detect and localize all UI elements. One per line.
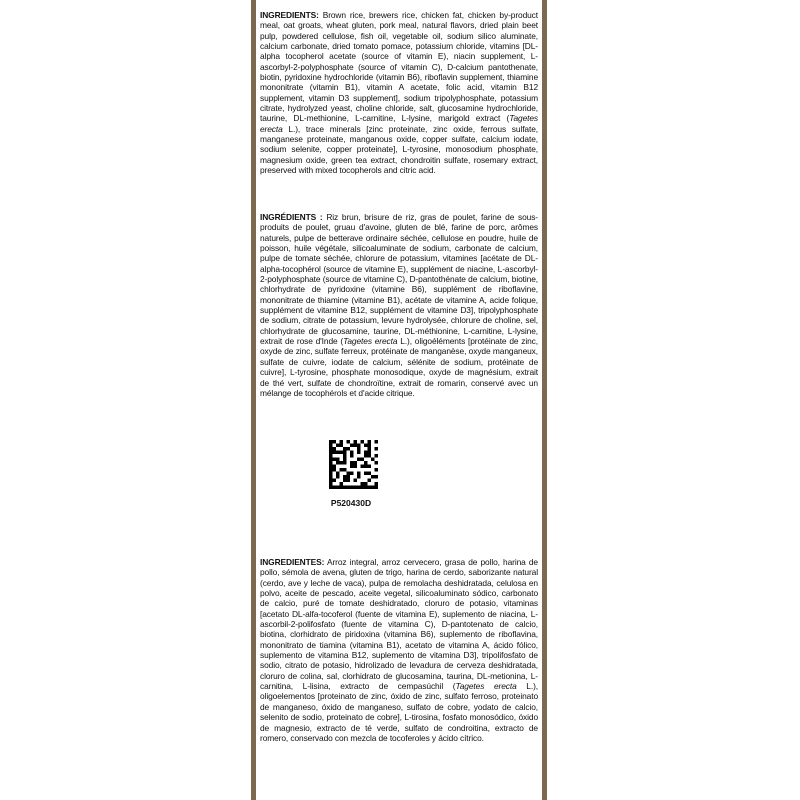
english-text-1: Brown rice, brewers rice, chicken fat, chicken by-product meal, oat groats, wheat gluten, pork meal, natural flavors, dried plain beet pulp, powdered cellulose, fish oil, vegetable oil, sodium silico aluminate, calcium carbonate, dried tomato pomace, potassium chloride, vitamins [DL-alpha tocopherol acetate (source of vitamin E), niacin supplement, L-ascorbyl-2-polyphosphate (source of vitamin C), D-calcium pantothenate, biotin, pyridoxine hydrochloride (vitamin B6), riboflavin supplement, thiamine mononitrate (vitamin B1), vitamin A acetate, folic acid, vitamin B12 supplement, vitamin D3 supplement], sodium tripolyphosphate, potassium citrate, hydrolyzed yeast, choline chloride, salt, glucosamine hydrochloride, taurine, DL-methionine, L-carnitine, L-lysine, marigold extract ( [260,10,538,124]
spanish-text-2: L.), oligoelementos [proteinato de zinc, óxido de zinc, sulfato ferroso, proteinato de manganeso, óxido de manganeso, sulfato de cobre, yodato de calcio, selenito de sodio, proteinato de cobre], L-tirosina, fosfato monosódico, óxido de magnesio, extracto de té verde, sulfato de condroitina, extracto de romero, conservado con mezcla de tocoferoles y ácido cítrico. [260,681,539,743]
spanish-text-1: Arroz integral, arroz cervecero, grasa de pollo, harina de pollo, sémola de avena, gluten de trigo, harina de cerdo, saborizante natural (cerdo, ave y leche de vaca), pulpa de remolacha deshidratada, celulosa en polvo, aceite de pescado, aceite vegetal, silicoaluminato sódico, carbonato de calcio, puré de tomate deshidratado, cloruro de potasio, vitaminas [acetato DL-alfa-tocoferol (fuente de vitamina E), suplemento de niacina, L-ascorbil-2-polifosfato (fuente de vitamina C), D-pantotenato de calcio, biotina, clorhidrato de piridoxina (vitamina B6), suplemento de riboflavina, mononitrato de tiamina (vitamina B1), acetato de vitamina A, ácido fólico, suplemento de vitamina B12, suplemento de vitamina D3], tripolifosfato de sodio, citrato de potasio, hidrolizado de levadura de cerveza deshidratada, cloruro de colina, sal, clorhidrato de glucosamina, taurina, DL-metionina, L-carnitina, L-lisina, extracto de cempasúchil ( [260,557,538,692]
french-ingredients [260,212,538,398]
ingredient-label-panel [251,0,547,800]
datamatrix-barcode-icon [329,440,378,489]
french-heading: INGRÉDIENTS : [260,212,323,222]
french-italic: Tagetes erecta [343,336,398,347]
spanish-ingredients [260,557,538,743]
french-text-1: Riz brun, brisure de riz, gras de poulet, farine de sous-produits de poulet, gruau d'avoine, gluten de blé, farine de porc, arômes naturels, pulpe de betterave ordinaire séchée, cellulose en poudre, huile de poisson, huile végétale, silicoaluminate de sodium, carbonate de calcium, pulpe de tomate séchée, chlorure de potassium, vitamines [acétate de DL-alpha-tocophérol (source de vitamine E), supplément de niacine, L-ascorbyl-2-polyphosphate (source de vitamine C), D-pantothénate de calcium, biotine, chlorhydrate de pyridoxine (vitamine B6), supplément de riboflavine, mononitrate de thiamine (vitamine B1), acétate de vitamine A, acide folique, supplément de vitamine B12, supplément de vitamine D3], tripolyphosphate de sodium, citrate de potassium, levure hydrolysée, chlorure de choline, sel, chlorhydrate de glucosamine, taurine, DL-méthionine, L-carnitine, L-lysine, extrait de rose d'Inde ( [260,212,538,347]
product-code: P520430D [330,498,372,508]
spanish-heading: INGREDIENTES: [260,557,325,567]
english-text-2: L.), trace minerals [zinc proteinate, zinc oxide, ferrous sulfate, manganese proteinate, manganous oxide, copper sulfate, calcium iodate, sodium selenite, copper proteinate], L-tyrosine, monosodium phosphate, magnesium oxide, green tea extract, chondroitin sulfate, rosemary extract, preserved with mixed tocopherols and citric acid. [260,123,538,176]
spanish-italic: Tagetes erecta [455,681,517,692]
english-ingredients [260,10,538,176]
english-italic: Tagetes erecta [260,113,538,134]
english-heading: INGREDIENTS: [260,10,319,20]
french-text-2: L.), oligoéléments [protéinate de zinc, oxyde de zinc, sulfate ferreux, protéinate de manganèse, oxyde manganeux, sulfate de cuivre, iodate de calcium, sélénite de sodium, protéinate de cuivre], L-tyrosine, phosphate monosodique, oxyde de magnésium, extrait de thé vert, sulfate de chondroïtine, extrait de romarin, conservé avec un mélange de tocophérols et d'acide citrique. [260,336,538,398]
